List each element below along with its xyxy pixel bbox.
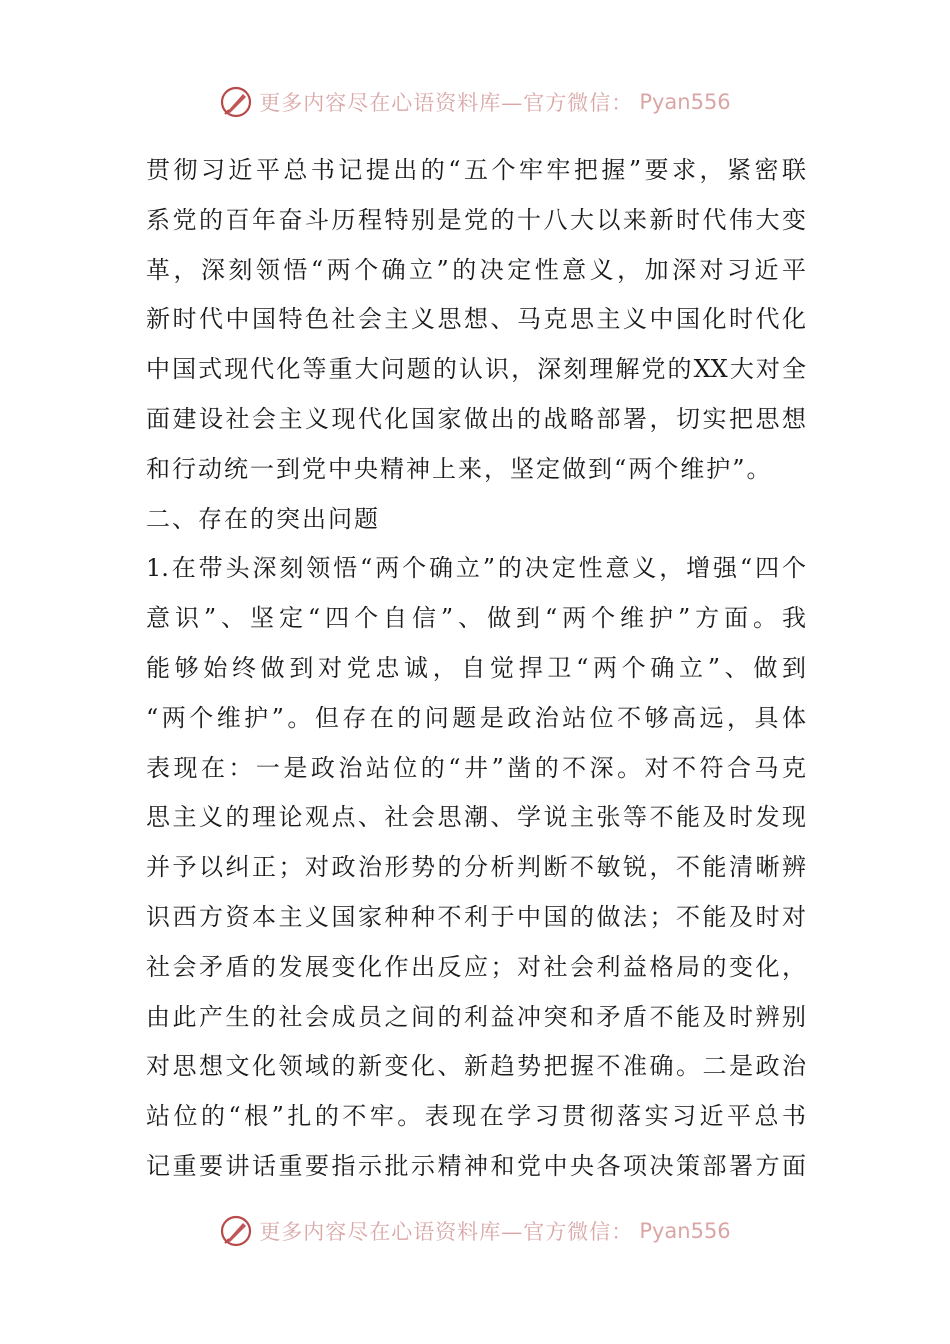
body-line: 1.在带头深刻领悟“两个确立”的决定性意义，增强“四个 (146, 554, 806, 583)
body-line: 能够始终做到对党忠诚，自觉捍卫“两个确立”、做到 (146, 653, 806, 682)
header-watermark (0, 82, 950, 122)
watermark-wechat-id: Pyan556 (639, 1219, 731, 1243)
body-line: 记重要讲话重要指示批示精神和党中央各项决策部署方面 (146, 1151, 806, 1180)
body-line: 社会矛盾的发展变化作出反应；对社会利益格局的变化， (146, 952, 806, 981)
body-line: 思主义的理论观点、社会思潮、学说主张等不能及时发现 (146, 803, 806, 832)
body-line: 识西方资本主义国家种种不利于中国的做法；不能及时对 (146, 902, 806, 931)
body-line: 由此产生的社会成员之间的利益冲突和矛盾不能及时辨别 (146, 1002, 806, 1031)
watermark-wechat-id: Pyan556 (639, 90, 731, 114)
body-line: 贯彻习近平总书记提出的“五个牢牢把握”要求，紧密联 (146, 156, 806, 184)
section-heading: 二、存在的突出问题 (146, 504, 380, 533)
footer-watermark (0, 1211, 950, 1251)
body-line: 系党的百年奋斗历程特别是党的十八大以来新时代伟大变 (146, 205, 806, 234)
body-line: 面建设社会主义现代化国家做出的战略部署，切实把思想 (146, 404, 806, 433)
body-line: 和行动统一到党中央精神上来，坚定做到“两个维护”。 (146, 454, 773, 483)
body-line: 对思想文化领域的新变化、新趋势把握不准确。二是政治 (146, 1052, 806, 1081)
watermark-text: 更多内容尽在心语资料库—官方微信： (259, 91, 634, 115)
body-line: 意识”、坚定“四个自信”、做到“两个维护”方面。我 (146, 604, 806, 633)
watermark-text: 更多内容尽在心语资料库—官方微信： (259, 1220, 634, 1244)
quill-logo-icon (219, 85, 253, 119)
body-line: 新时代中国特色社会主义思想、马克思主义中国化时代化 (146, 305, 806, 334)
body-line: “两个维护”。但存在的问题是政治站位不够高远，具体 (146, 703, 806, 732)
body-line: 站位的“根”扎的不牢。表现在学习贯彻落实习近平总书 (146, 1102, 806, 1131)
body-line: 表现在：一是政治站位的“井”凿的不深。对不符合马克 (146, 753, 806, 782)
body-line: 并予以纠正；对政治形势的分析判断不敏锐，不能清晰辨 (146, 853, 806, 882)
body-line: 革，深刻领悟“两个确立”的决定性意义，加深对习近平 (146, 255, 806, 284)
document-body (146, 146, 806, 1192)
body-line: 中国式现代化等重大问题的认识，深刻理解党的XX大对全 (146, 355, 806, 384)
quill-logo-icon (219, 1214, 253, 1248)
